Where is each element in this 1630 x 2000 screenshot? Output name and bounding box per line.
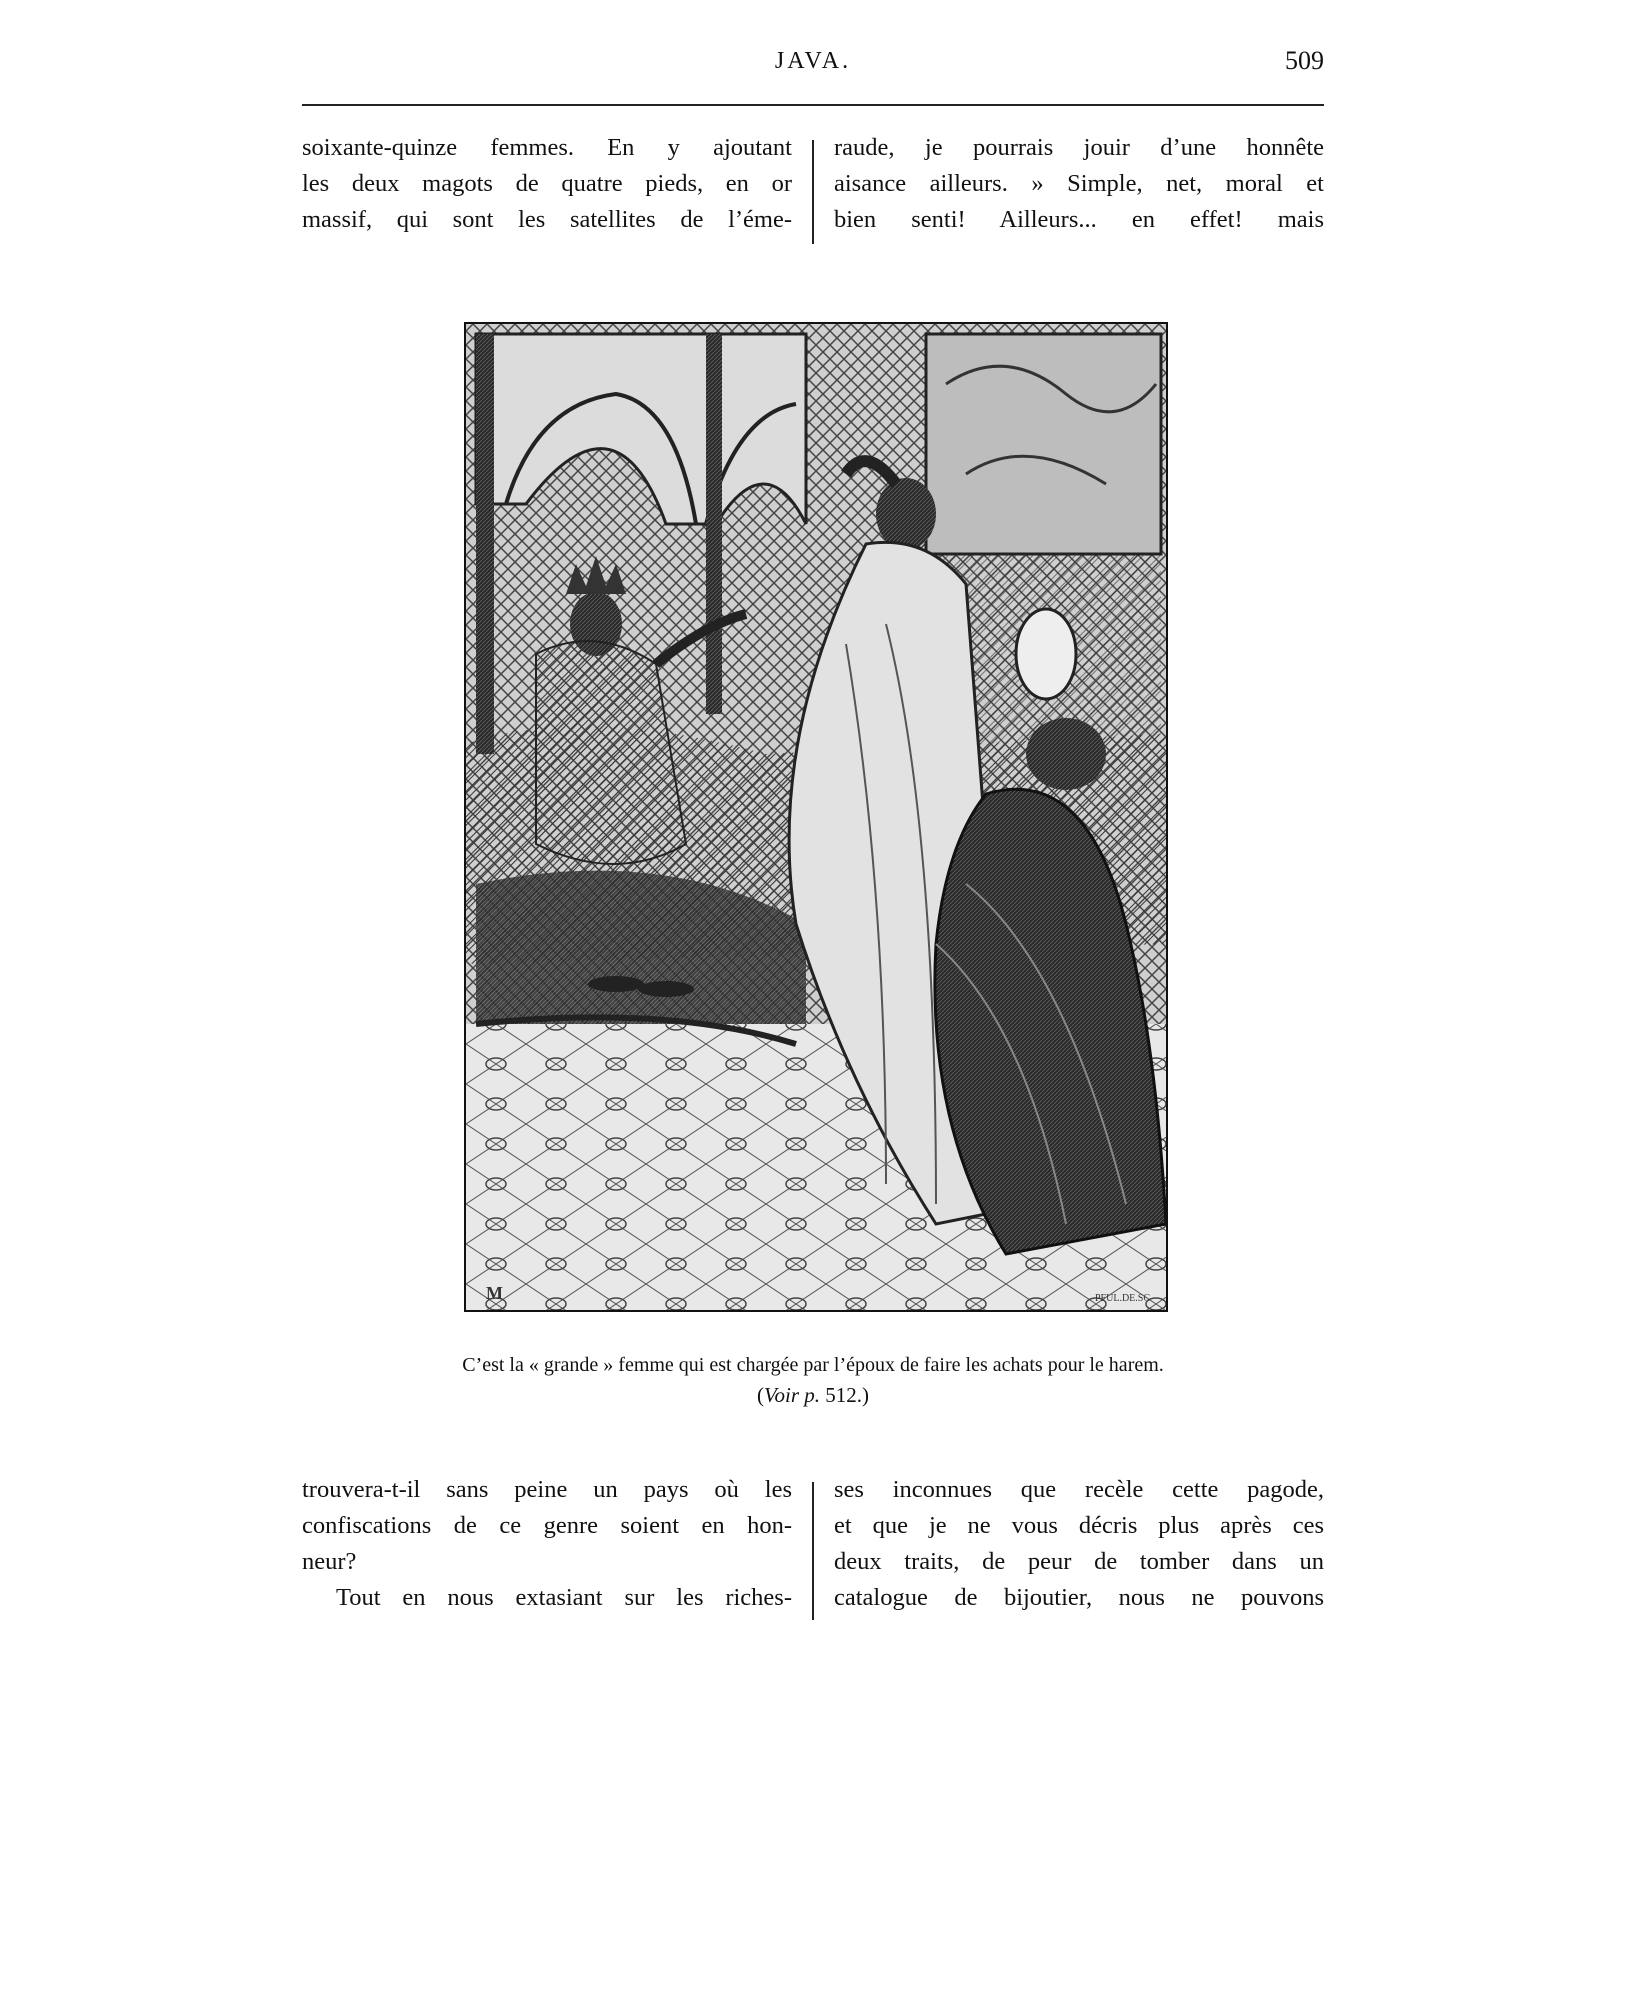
bottom-text-columns <box>302 1472 1324 1620</box>
caption-ref-voir: Voir p. <box>763 1383 820 1407</box>
running-title: JAVA. <box>774 48 852 74</box>
bottom-right-column <box>834 1472 1324 1620</box>
page-header <box>302 44 1324 84</box>
text-line: raude, je pourrais jouir d’une honnête <box>834 134 1324 161</box>
text-line: deux traits, de peur de tomber dans un <box>834 1548 1324 1575</box>
column-divider <box>812 1482 814 1620</box>
text-line: neur? <box>302 1548 357 1575</box>
figure-caption: C’est la « grande » femme qui est chargée par l’époux de faire les achats pour le harem. <box>462 1354 1164 1376</box>
text-line: Tout en nous extasiant sur les riches- <box>336 1584 792 1611</box>
top-left-column <box>302 130 792 244</box>
text-line: confiscations de ce genre soient en hon- <box>302 1512 792 1539</box>
figure-caption-reference <box>302 1380 1324 1410</box>
top-text-columns <box>302 130 1324 244</box>
text-line: soixante-quinze femmes. En y ajoutant <box>302 134 792 161</box>
top-right-column <box>834 130 1324 244</box>
bottom-left-column <box>302 1472 792 1620</box>
text-line: ses inconnues que recèle cette pagode, <box>834 1476 1324 1503</box>
caption-ref-page: 512.) <box>820 1383 869 1407</box>
engraving-illustration <box>464 322 1168 1312</box>
engraver-signature: PFUL.DE.SC <box>1094 1293 1150 1304</box>
monogram-signature: M <box>486 1283 503 1303</box>
caption-ref-open: ( <box>756 1383 764 1407</box>
column-divider <box>812 140 814 244</box>
text-line: les deux magots de quatre pieds, en or <box>302 170 792 197</box>
page-number: 509 <box>1285 46 1324 75</box>
header-rule <box>302 104 1324 106</box>
text-line: trouvera-t-il sans peine un pays où les <box>302 1476 792 1503</box>
harem-scene-engraving <box>466 324 1166 1310</box>
text-line: et que je ne vous décris plus après ces <box>834 1512 1324 1539</box>
text-line: massif, qui sont les satellites de l’éme- <box>302 206 792 233</box>
text-line: bien senti! Ailleurs... en effet! mais <box>834 206 1324 233</box>
text-line: catalogue de bijoutier, nous ne pouvons <box>834 1584 1324 1611</box>
text-line: aisance ailleurs. » Simple, net, moral et <box>834 170 1324 197</box>
